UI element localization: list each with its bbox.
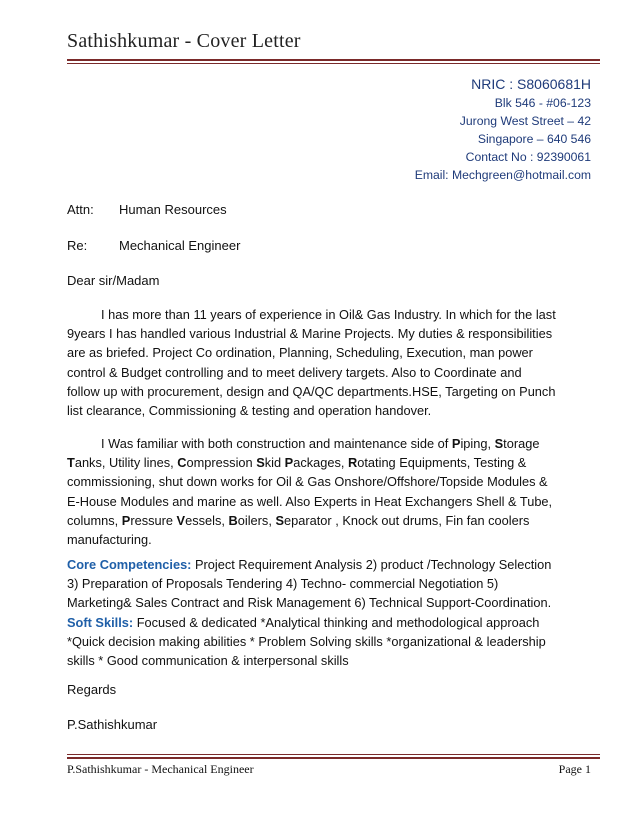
header-rule-thin xyxy=(67,63,600,64)
re-value: Mechanical Engineer xyxy=(119,238,241,253)
regards: Regards xyxy=(67,682,117,697)
para1-line1: I has more than 11 years of experience in Oil& Gas Industry. In which for the last xyxy=(101,307,556,322)
header-rule xyxy=(67,59,600,61)
para2-text: columns, xyxy=(67,512,122,528)
nric-line: NRIC : S8060681H xyxy=(471,76,591,92)
attn-label: Attn: xyxy=(67,202,94,217)
para2-initial: R xyxy=(348,455,358,471)
paragraph-skills xyxy=(67,434,607,549)
para2-initial: S xyxy=(275,512,284,528)
address-street: Jurong West Street – 42 xyxy=(459,114,591,128)
para2-text: I Was familiar with both construction and maintenance side of xyxy=(101,436,452,451)
address-city: Singapore – 640 546 xyxy=(477,132,591,146)
re-label: Re: xyxy=(67,238,88,253)
competencies-line3: Marketing& Sales Contract and Risk Management 6) Technical Support-Coordination. xyxy=(67,595,552,611)
para2-text: ackages, xyxy=(293,455,348,471)
para1-line3: are as briefed. Project Co ordination, Planning, Scheduling, Execution, man power xyxy=(67,345,533,361)
address-block: Blk 546 - #06-123 xyxy=(494,96,591,110)
paragraph-experience xyxy=(67,305,607,420)
signature-name: P.Sathishkumar xyxy=(67,717,158,732)
para1-line4: control & Budget controlling and to meet delivery targets. Also to Coordinate and xyxy=(67,364,522,380)
para2-text: eparator , Knock out drums, Fin fan coolers xyxy=(283,512,530,528)
sender-address xyxy=(415,75,591,184)
para2-text: iping, xyxy=(460,436,495,451)
soft-skills-line1: Focused & dedicated *Analytical thinking and methodological approach xyxy=(133,614,540,630)
para2-text: torage xyxy=(503,436,540,451)
para2-initial: P xyxy=(284,455,294,471)
footer-author: P.Sathishkumar - Mechanical Engineer xyxy=(67,762,254,776)
salutation: Dear sir/Madam xyxy=(67,273,160,288)
header-title: Sathishkumar - Cover Letter xyxy=(67,30,301,52)
competencies-line1: Project Requirement Analysis 2) product /Technology Selection xyxy=(191,557,552,572)
para2-text: otating Equipments, Testing & xyxy=(357,455,527,471)
page-number: Page 1 xyxy=(558,762,591,776)
para2-initial: T xyxy=(67,455,75,471)
para2-text: anks, Utility lines, xyxy=(74,455,178,471)
para2-line4: E-House Modules and marine as well. Also Experts in Heat Exchangers Shell & Tube, xyxy=(67,493,553,509)
para2-initial: S xyxy=(494,436,504,451)
para2-initial: C xyxy=(177,455,187,471)
re-line xyxy=(67,238,240,253)
soft-skills-line3: skills * Good communication & interpersonal skills xyxy=(67,653,349,669)
para2-line6: manufacturing. xyxy=(67,532,152,548)
para2-text: kid xyxy=(264,455,285,471)
para2-initial: P xyxy=(121,512,131,528)
para2-initial: B xyxy=(228,512,238,528)
para2-text: ressure xyxy=(130,512,177,528)
para2-initial: P xyxy=(451,436,461,451)
para2-line3: commissioning, shut down works for Oil & Gas Onshore/Offshore/Topside Modules & xyxy=(67,474,548,490)
para1-line2: 9years I has handled various Industrial & Marine Projects. My duties & responsibilities xyxy=(67,326,553,342)
competencies-section xyxy=(67,555,607,670)
footer-rule xyxy=(67,757,600,759)
para1-line5: follow up with procurement, design and QA/QC departments.HSE, Targeting on Punch xyxy=(67,383,556,399)
contact-number: Contact No : 92390061 xyxy=(465,150,591,164)
soft-skills-label: Soft Skills: xyxy=(67,614,134,630)
footer-rule-thin xyxy=(67,754,600,755)
para1-line6: list clearance, Commissioning & testing and operation handover. xyxy=(67,403,432,419)
email-address: Email: Mechgreen@hotmail.com xyxy=(414,168,591,182)
para2-text: oilers, xyxy=(237,512,276,528)
attn-line xyxy=(67,202,227,217)
attn-value: Human Resources xyxy=(119,202,227,217)
competencies-line2: 3) Preparation of Proposals Tendering 4) Techno- commercial Negotiation 5) xyxy=(67,576,499,592)
para2-initial: V xyxy=(176,512,186,528)
para2-initial: S xyxy=(256,455,265,471)
core-competencies-label: Core Competencies: xyxy=(67,557,192,572)
soft-skills-line2: *Quick decision making abilities * Problem Solving skills *organizational & leadership xyxy=(67,633,546,649)
para2-text: ompression xyxy=(186,455,257,471)
para2-text: essels, xyxy=(185,512,229,528)
